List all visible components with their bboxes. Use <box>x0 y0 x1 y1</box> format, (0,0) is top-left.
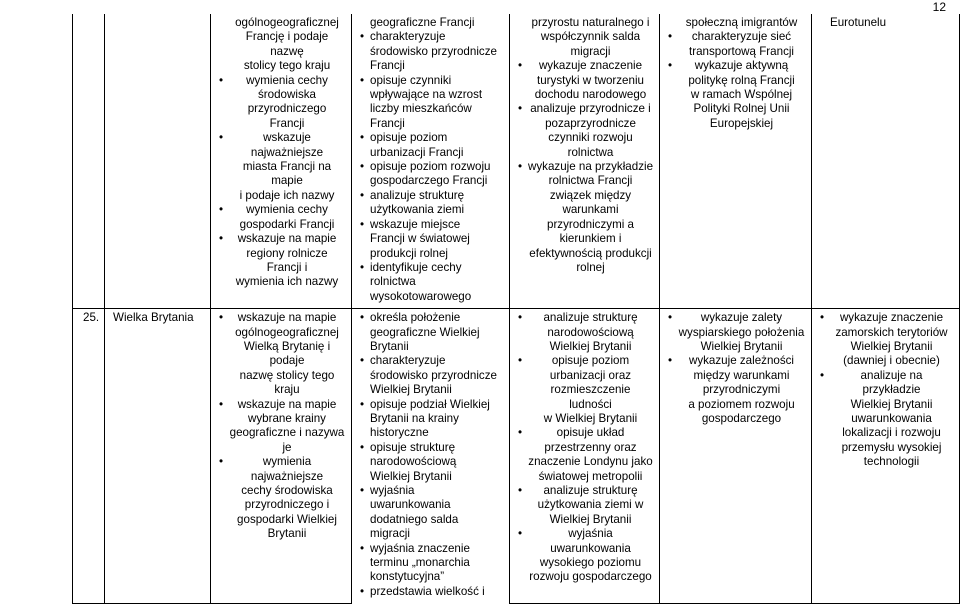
requirement-item-continuation: gospodarki Wielkiej <box>237 512 337 526</box>
requirement-list <box>820 311 953 469</box>
requirement-item: • opisuje poziom rozwoju <box>360 160 503 174</box>
requirement-item-continuation: przyrodniczego i <box>244 498 330 512</box>
requirement-item-continuation: dochodu narodowego <box>534 88 647 102</box>
requirement-item: • określa położenie <box>360 311 503 325</box>
requirement-item: • przedstawia wielkość i <box>360 585 503 599</box>
requirement-cell <box>812 309 960 604</box>
requirement-item: • wskazuje miejsce <box>360 218 503 232</box>
requirement-item-continuation: politykę rolną Francji <box>688 73 795 87</box>
requirement-item-continuation: migracji <box>570 44 611 58</box>
requirement-list <box>219 16 345 290</box>
requirement-item-continuation: Europejskiej <box>709 116 774 130</box>
requirement-item-continuation: Wielkiej Brytanii <box>370 383 452 397</box>
requirement-item: • analizuje przyrodnicze i <box>518 102 653 116</box>
requirement-item-continuation: nazwę stolicy tego kraju <box>239 368 335 397</box>
requirement-item-continuation: wyspiarskiego położenia <box>678 325 805 339</box>
requirement-item-continuation: Francji <box>370 59 405 73</box>
requirement-item-continuation: efektywnością produkcji <box>529 246 652 260</box>
requirement-item: • opisuje podział Wielkiej <box>360 398 503 412</box>
requirement-list <box>668 311 805 426</box>
requirement-list <box>360 16 503 304</box>
requirement-item-continuation: lokalizacji i rozwoju <box>842 426 941 440</box>
row-number-cell <box>73 309 105 604</box>
requirement-item-continuation: rolnictwa <box>370 275 416 289</box>
requirement-item-continuation: migracji <box>370 527 410 541</box>
requirement-item-continuation: (dawniej i obecnie) <box>843 354 940 368</box>
requirement-cell <box>510 14 660 309</box>
requirement-item-continuation: wybrane krainy <box>248 411 326 425</box>
requirement-cell <box>660 309 812 604</box>
requirement-item: • opisuje czynniki <box>360 74 503 88</box>
requirement-item-continuation: i podaje ich nazwy <box>239 188 335 202</box>
requirement-item: • wykazuje na przykładzie <box>518 160 653 174</box>
requirement-item: • wyjaśnia <box>518 527 653 541</box>
requirement-item-continuation: rozmieszczenie ludności <box>550 383 631 411</box>
requirement-item-continuation: ogólnogeograficznej <box>235 16 339 29</box>
requirement-item: • charakteryzuje <box>360 354 503 368</box>
requirement-item-continuation: geograficzne Wielkiej <box>370 325 480 339</box>
requirement-item: • opisuje poziom <box>360 131 503 145</box>
requirement-item-continuation: urbanizacji Francji <box>370 145 464 159</box>
requirement-item-continuation: przestrzenny oraz <box>544 440 637 454</box>
requirement-item-continuation: geograficzne Francji <box>370 16 475 29</box>
requirement-item-continuation: regiony rolnicze Francji i <box>246 246 328 274</box>
requirement-cell <box>812 14 960 309</box>
requirement-item-continuation: urbanizacji oraz <box>549 368 632 382</box>
requirement-item-continuation: Francji w światowej <box>370 232 470 246</box>
requirement-item: • wymienia cechy <box>219 203 345 217</box>
requirement-item-continuation: historyczne <box>370 426 429 440</box>
requirement-item-continuation: gospodarczego Francji <box>370 174 488 188</box>
requirement-item-continuation: Wielką Brytanię i podaje <box>243 339 331 368</box>
requirement-item-continuation: turystyki w tworzeniu <box>537 73 644 87</box>
requirement-cell <box>660 14 812 309</box>
requirement-item-continuation: współczynnik salda <box>540 30 641 44</box>
requirement-item-continuation: przyrodniczymi <box>702 383 781 397</box>
requirement-item-continuation: stolicy tego kraju <box>243 59 331 73</box>
requirement-item-continuation: kierunkiem i <box>559 232 622 246</box>
requirement-item: • wskazuje na mapie <box>219 398 345 412</box>
requirement-list <box>820 16 953 30</box>
requirement-item-continuation: Brytanii <box>267 527 307 541</box>
requirement-item: • wskazuje najważniejsze <box>219 131 345 160</box>
requirement-item-continuation: Brytanii <box>370 339 409 353</box>
requirement-item-continuation: produkcji rolnej <box>370 246 448 260</box>
requirement-item-continuation: konstytucyjna” <box>370 570 445 584</box>
requirement-cell <box>352 14 510 309</box>
row-number-cell <box>73 14 105 309</box>
requirement-item-continuation: przemysłu wysokiej <box>841 440 942 454</box>
requirement-item-continuation: uwarunkowania <box>370 498 451 512</box>
requirement-list <box>668 16 805 131</box>
requirement-item-continuation: rolnej <box>576 260 605 274</box>
requirement-item-continuation: geograficzne i nazywa je <box>229 426 345 454</box>
requirement-item-continuation: przyrodniczego Francji <box>247 102 327 130</box>
topic-cell <box>105 309 211 604</box>
requirement-item: • charakteryzuje sieć <box>668 30 805 44</box>
requirement-item-continuation: środowisko przyrodnicze <box>370 44 497 58</box>
requirement-list <box>518 16 653 275</box>
requirement-item: • wykazuje znaczenie <box>820 311 953 325</box>
requirement-item-continuation: środowisko przyrodnicze <box>370 368 497 382</box>
requirement-item-continuation: narodowościową <box>370 455 457 469</box>
requirement-item: • wyjaśnia znaczenie <box>360 542 503 556</box>
requirement-item-continuation: wymienia ich nazwy <box>235 275 339 289</box>
requirement-item-continuation: gospodarczego <box>701 411 782 425</box>
requirement-item: • wymienia cechy <box>219 74 345 88</box>
requirement-item-continuation: miasta Francji na mapie <box>242 160 332 188</box>
requirement-item-continuation: związek między <box>549 188 632 202</box>
topic-cell <box>105 14 211 309</box>
requirement-item-continuation: narodowościową <box>547 325 634 339</box>
requirement-item: • wykazuje zalety <box>668 311 805 325</box>
requirement-item-continuation: wysokotowarowego <box>370 289 472 303</box>
requirement-item-continuation: gospodarki Francji <box>239 217 335 231</box>
requirement-item-continuation: czynniki rozwoju <box>548 131 633 145</box>
requirement-item: • wykazuje aktywną <box>668 59 805 73</box>
requirement-item: • wskazuje na mapie <box>219 311 345 325</box>
requirement-item-continuation: Francję i podaje nazwę <box>245 30 329 58</box>
requirement-item-continuation: Francji <box>370 116 405 130</box>
requirement-item-continuation: dodatniego salda <box>370 512 459 526</box>
table-row-france <box>73 14 960 309</box>
requirement-item-continuation: Wielkiej Brytanii <box>700 339 783 353</box>
requirement-item-continuation: rozwoju gospodarczego <box>529 570 652 584</box>
page-number: 12 <box>932 0 946 14</box>
requirement-item-continuation: rolnictwa <box>567 145 614 159</box>
requirement-item: • opisuje układ <box>518 426 653 440</box>
requirement-item: • analizuje strukturę <box>518 484 653 498</box>
requirement-item-continuation: a poziomem rozwoju <box>688 397 795 411</box>
requirement-item: • wskazuje na mapie <box>219 232 345 246</box>
requirement-list <box>219 311 345 542</box>
requirement-item-continuation: użytkowania ziemi <box>370 203 465 217</box>
row-number: 25. <box>83 311 100 325</box>
requirement-item-continuation: Wielkiej Brytanii <box>850 339 933 353</box>
requirement-item-continuation: transportową Francji <box>688 44 795 58</box>
requirement-item-continuation: cechy środowiska <box>241 484 333 497</box>
requirement-item: • identyfikuje cechy <box>360 261 503 275</box>
requirement-item-continuation: przyrodniczymi a <box>547 217 634 231</box>
requirement-item-continuation: między warunkami <box>693 368 790 382</box>
requirement-item-continuation: światowej metropolii <box>538 469 643 483</box>
requirement-item-continuation: w ramach Wspólnej <box>690 88 793 102</box>
table-body <box>73 14 960 603</box>
requirement-item: • analizuje strukturę <box>360 189 503 203</box>
requirement-item-continuation: terminu „monarchia <box>370 556 470 570</box>
requirement-item-continuation: Wielkiej Brytanii <box>370 469 452 483</box>
requirement-item: • wymienia najważniejsze <box>219 455 345 484</box>
requirement-item: • analizuje na przykładzie <box>820 369 953 398</box>
requirement-list <box>360 311 503 599</box>
requirement-cell <box>352 309 510 604</box>
requirement-item: • wykazuje zależności <box>668 354 805 368</box>
requirement-cell <box>211 14 352 309</box>
requirement-item-continuation: Polityki Rolnej Unii <box>693 102 790 116</box>
requirement-item-continuation: środowiska <box>258 88 316 102</box>
topic-label: Wielka Brytania <box>113 311 194 325</box>
requirement-item-continuation: wpływające na wzrost <box>370 88 483 102</box>
requirement-item-continuation: uwarunkowania <box>550 541 631 555</box>
requirement-cell <box>510 309 660 604</box>
requirement-item-continuation: uwarunkowania <box>851 411 932 425</box>
requirement-item: • opisuje poziom <box>518 354 653 368</box>
table-row-great-britain <box>73 309 960 604</box>
requirement-item-continuation: zamorskich terytoriów <box>835 325 948 339</box>
requirement-item-continuation: liczby mieszkańców <box>370 102 472 116</box>
requirement-item-continuation: ogólnogeograficznej <box>235 325 339 339</box>
requirement-list <box>518 311 653 585</box>
requirement-item-continuation: Eurotunelu <box>830 16 887 29</box>
requirement-item: • charakteryzuje <box>360 30 503 44</box>
requirement-cell <box>211 309 352 604</box>
requirement-item-continuation: pozaprzyrodnicze <box>545 116 636 130</box>
requirement-item-continuation: w Wielkiej Brytanii <box>543 411 638 425</box>
requirement-item-continuation: społeczną imigrantów <box>685 16 798 29</box>
requirement-item-continuation: Brytanii na krainy <box>370 411 459 425</box>
requirement-item-continuation: technologii <box>863 455 920 469</box>
requirement-item: • opisuje strukturę <box>360 441 503 455</box>
requirement-item-continuation: rolnictwa Francji <box>548 174 633 188</box>
requirement-item-continuation: warunkami <box>562 203 619 217</box>
requirement-item-continuation: Wielkiej Brytanii <box>549 512 632 526</box>
requirement-item-continuation: użytkowania ziemi w <box>537 498 644 512</box>
requirement-item: • wykazuje znaczenie <box>518 59 653 73</box>
requirement-item-continuation: Wielkiej Brytanii <box>549 339 632 353</box>
requirement-item: • analizuje strukturę <box>518 311 653 325</box>
requirement-item-continuation: Wielkiej Brytanii <box>850 397 933 411</box>
requirement-item-continuation: przyrostu naturalnego i <box>531 16 650 29</box>
requirement-item: • wyjaśnia <box>360 484 503 498</box>
requirement-item-continuation: znaczenie Londynu jako <box>528 455 653 469</box>
curriculum-table <box>72 14 960 604</box>
requirement-item-continuation: wysokiego poziomu <box>539 556 642 570</box>
